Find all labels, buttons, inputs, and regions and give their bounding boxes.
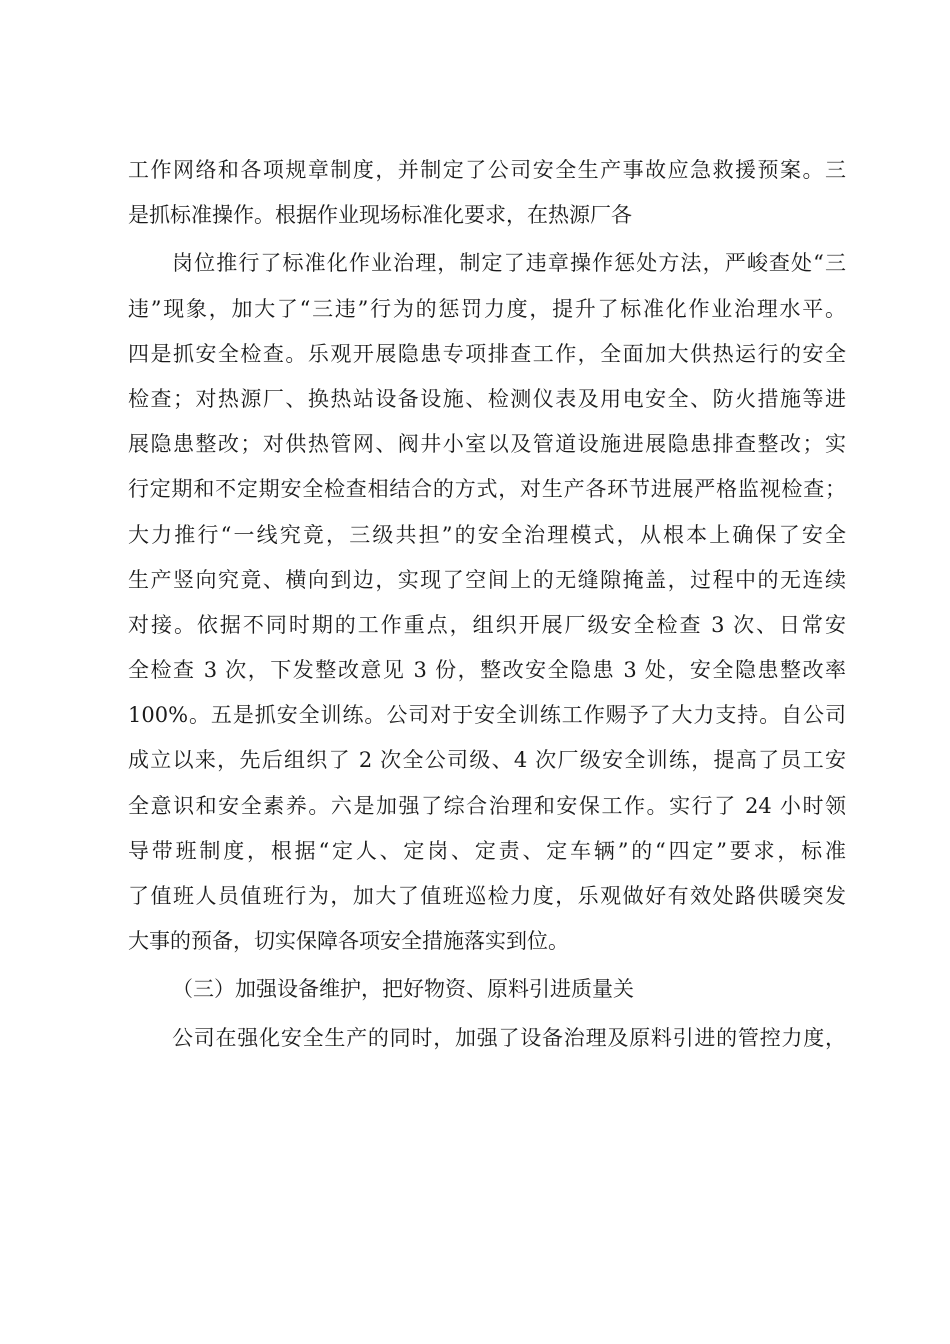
text-line: 大力推行“一线究竟，三级共担”的安全治理模式，从根本上确保了安全	[128, 522, 846, 547]
text-line: 100%。五是抓安全训练。公司对于安全训练工作赐予了大力支持。自公司	[128, 703, 846, 728]
text-line: 全意识和安全素养。六是加强了综合治理和安保工作。实行了 24 小时领	[128, 793, 846, 818]
text-line: 岗位推行了标准化作业治理，制定了违章操作惩处方法，严峻查处“三	[172, 251, 846, 276]
text-line: 生产竖向究竟、横向到边，实现了空间上的无缝隙掩盖，过程中的无连续	[128, 567, 846, 592]
text-line: （三）加强设备维护，把好物资、原料引进质量关	[172, 977, 634, 1002]
text-line: 公司在强化安全生产的同时，加强了设备治理及原料引进的管控力度，	[172, 1025, 846, 1050]
paragraph	[128, 148, 846, 238]
document-body	[128, 148, 846, 1061]
text-line: 全检查 3 次，下发整改意见 3 份，整改安全隐患 3 处，安全隐患整改率	[128, 658, 846, 683]
text-line: 是抓标准操作。根据作业现场标准化要求，在热源厂各	[128, 203, 632, 228]
text-line: 行定期和不定期安全检查相结合的方式，对生产各环节进展严格监视检查；	[128, 477, 846, 502]
text-line: 大事的预备，切实保障各项安全措施落实到位。	[128, 929, 569, 954]
text-line: 展隐患整改；对供热管网、阀井小室以及管道设施进展隐患排查整改；实	[128, 432, 846, 457]
text-line: 成立以来，先后组织了 2 次全公司级、4 次厂级安全训练，提高了员工安	[128, 748, 846, 773]
text-line: 四是抓安全检查。乐观开展隐患专项排查工作，全面加大供热运行的安全	[128, 341, 846, 366]
text-line: 对接。依据不同时期的工作重点，组织开展厂级安全检查 3 次、日常安	[128, 612, 846, 637]
paragraph	[128, 1016, 846, 1061]
text-line: 违”现象，加大了“三违”行为的惩罚力度，提升了标准化作业治理水平。	[128, 296, 846, 321]
text-line: 了值班人员值班行为，加大了值班巡检力度，乐观做好有效处路供暖突发	[128, 884, 846, 908]
text-line: 工作网络和各项规章制度，并制定了公司安全生产事故应急救援预案。三	[128, 158, 846, 182]
section-heading	[128, 967, 846, 1012]
text-line: 检查；对热源厂、换热站设备设施、检测仪表及用电安全、防火措施等进	[128, 386, 846, 411]
paragraph	[128, 241, 846, 964]
text-line: 导带班制度，根据“定人、定岗、定责、定车辆”的“四定”要求，标准	[128, 838, 846, 863]
